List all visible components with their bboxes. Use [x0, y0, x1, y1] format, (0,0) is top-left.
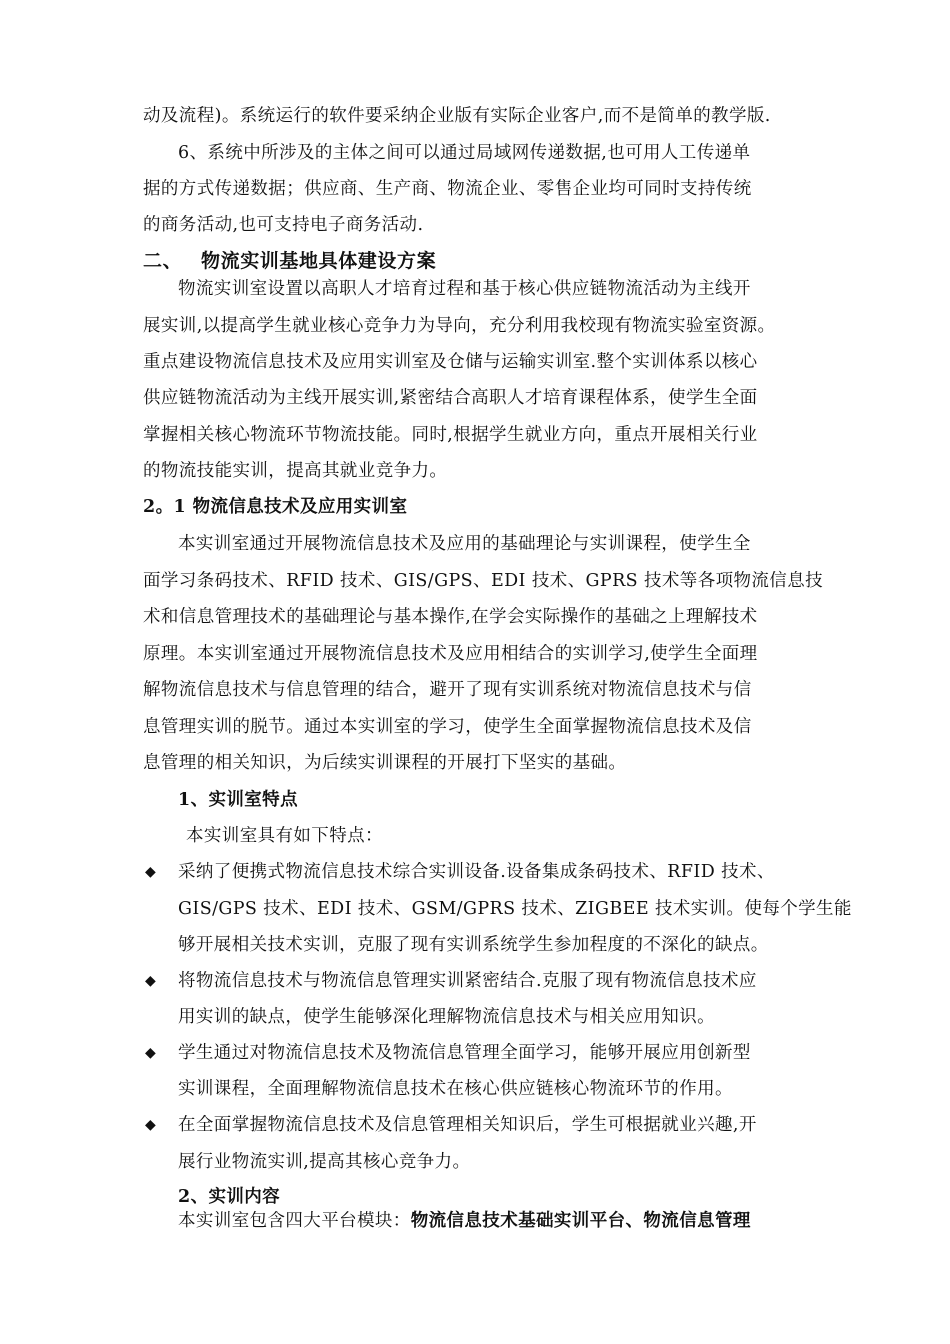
text-line: 息管理的相关知识，为后续实训课程的开展打下坚实的基础。 — [143, 753, 627, 773]
bullet-line: 够开展相关技术实训，克服了现有实训系统学生参加程度的不深化的缺点。 — [178, 935, 769, 955]
text-line: 6、系统中所涉及的主体之间可以通过局域网传递数据,也可用人工传递单 — [178, 143, 751, 163]
bullet-line: 展行业物流实训,提高其核心竞争力。 — [178, 1152, 471, 1172]
text-line: 解物流信息技术与信息管理的结合，避开了现有实训系统对物流信息技术与信 — [143, 680, 752, 700]
bullet-line: 将物流信息技术与物流信息管理实训紧密结合.克服了现有物流信息技术应 — [178, 971, 757, 991]
diamond-bullet-icon: ◆ — [145, 864, 156, 880]
text-line: 本实训室具有如下特点： — [186, 826, 383, 846]
section-number: 二、 — [143, 250, 183, 272]
subsection-title: 物流信息技术及应用实训室 — [192, 497, 408, 517]
diamond-bullet-icon: ◆ — [145, 1045, 156, 1061]
diamond-bullet-icon: ◆ — [145, 973, 156, 989]
text-line — [178, 1209, 751, 1233]
section-title: 物流实训基地具体建设方案 — [201, 250, 437, 272]
text-line: 原理。本实训室通过开展物流信息技术及应用相结合的实训学习,使学生全面理 — [143, 644, 758, 664]
text-line: 的物流技能实训，提高其就业竞争力。 — [143, 461, 448, 481]
bullet-line: 学生通过对物流信息技术及物流信息管理全面学习，能够开展应用创新型 — [178, 1043, 751, 1063]
subsection-heading — [143, 495, 407, 519]
intro-bold: 物流信息技术基础实训平台、物流信息管理 — [410, 1211, 751, 1231]
subheading-content: 2、实训内容 — [178, 1187, 281, 1207]
text-line: 展实训,以提高学生就业核心竞争力为导向，充分利用我校现有物流实验室资源。 — [143, 316, 776, 336]
subsection-number: 2。1 — [143, 497, 187, 517]
section-heading — [143, 249, 436, 273]
text-line: 动及流程)。系统运行的软件要采纳企业版有实际企业客户,而不是简单的教学版. — [143, 106, 771, 126]
text-line: 重点建设物流信息技术及应用实训室及仓储与运输实训室.整个实训体系以核心 — [143, 352, 758, 372]
bullet-line: 实训课程，全面理解物流信息技术在核心供应链核心物流环节的作用。 — [178, 1079, 733, 1099]
text-line: 据的方式传递数据；供应商、生产商、物流企业、零售企业均可同时支持传统 — [143, 179, 752, 199]
text-line: 本实训室通过开展物流信息技术及应用的基础理论与实训课程，使学生全 — [178, 534, 751, 554]
bullet-line: GIS/GPS 技术、EDI 技术、GSM/GPRS 技术、ZIGBEE 技术实训。使每个学生能 — [178, 899, 852, 919]
bullet-line: 用实训的缺点，使学生能够深化理解物流信息技术与相关应用知识。 — [178, 1007, 715, 1027]
text-line: 息管理实训的脱节。通过本实训室的学习，使学生全面掌握物流信息技术及信 — [143, 717, 752, 737]
text-line: 物流实训室设置以高职人才培育过程和基于核心供应链物流活动为主线开 — [178, 279, 751, 299]
bullet-line: 采纳了便携式物流信息技术综合实训设备.设备集成条码技术、RFID 技术、 — [178, 862, 775, 882]
text-line: 掌握相关核心物流环节物流技能。同时,根据学生就业方向，重点开展相关行业 — [143, 425, 758, 445]
text-line: 的商务活动,也可支持电子商务活动. — [143, 215, 424, 235]
diamond-bullet-icon: ◆ — [145, 1117, 156, 1133]
text-line: 供应链物流活动为主线开展实训,紧密结合高职人才培育课程体系，使学生全面 — [143, 388, 758, 408]
subheading-features: 1、实训室特点 — [178, 790, 298, 810]
intro-plain: 本实训室包含四大平台模块： — [178, 1211, 411, 1231]
bullet-line: 在全面掌握物流信息技术及信息管理相关知识后，学生可根据就业兴趣,开 — [178, 1115, 757, 1135]
text-line: 面学习条码技术、RFID 技术、GIS/GPS、EDI 技术、GPRS 技术等各项物流信息技 — [143, 571, 824, 591]
text-line: 术和信息管理技术的基础理论与基本操作,在学会实际操作的基础之上理解技术 — [143, 607, 758, 627]
